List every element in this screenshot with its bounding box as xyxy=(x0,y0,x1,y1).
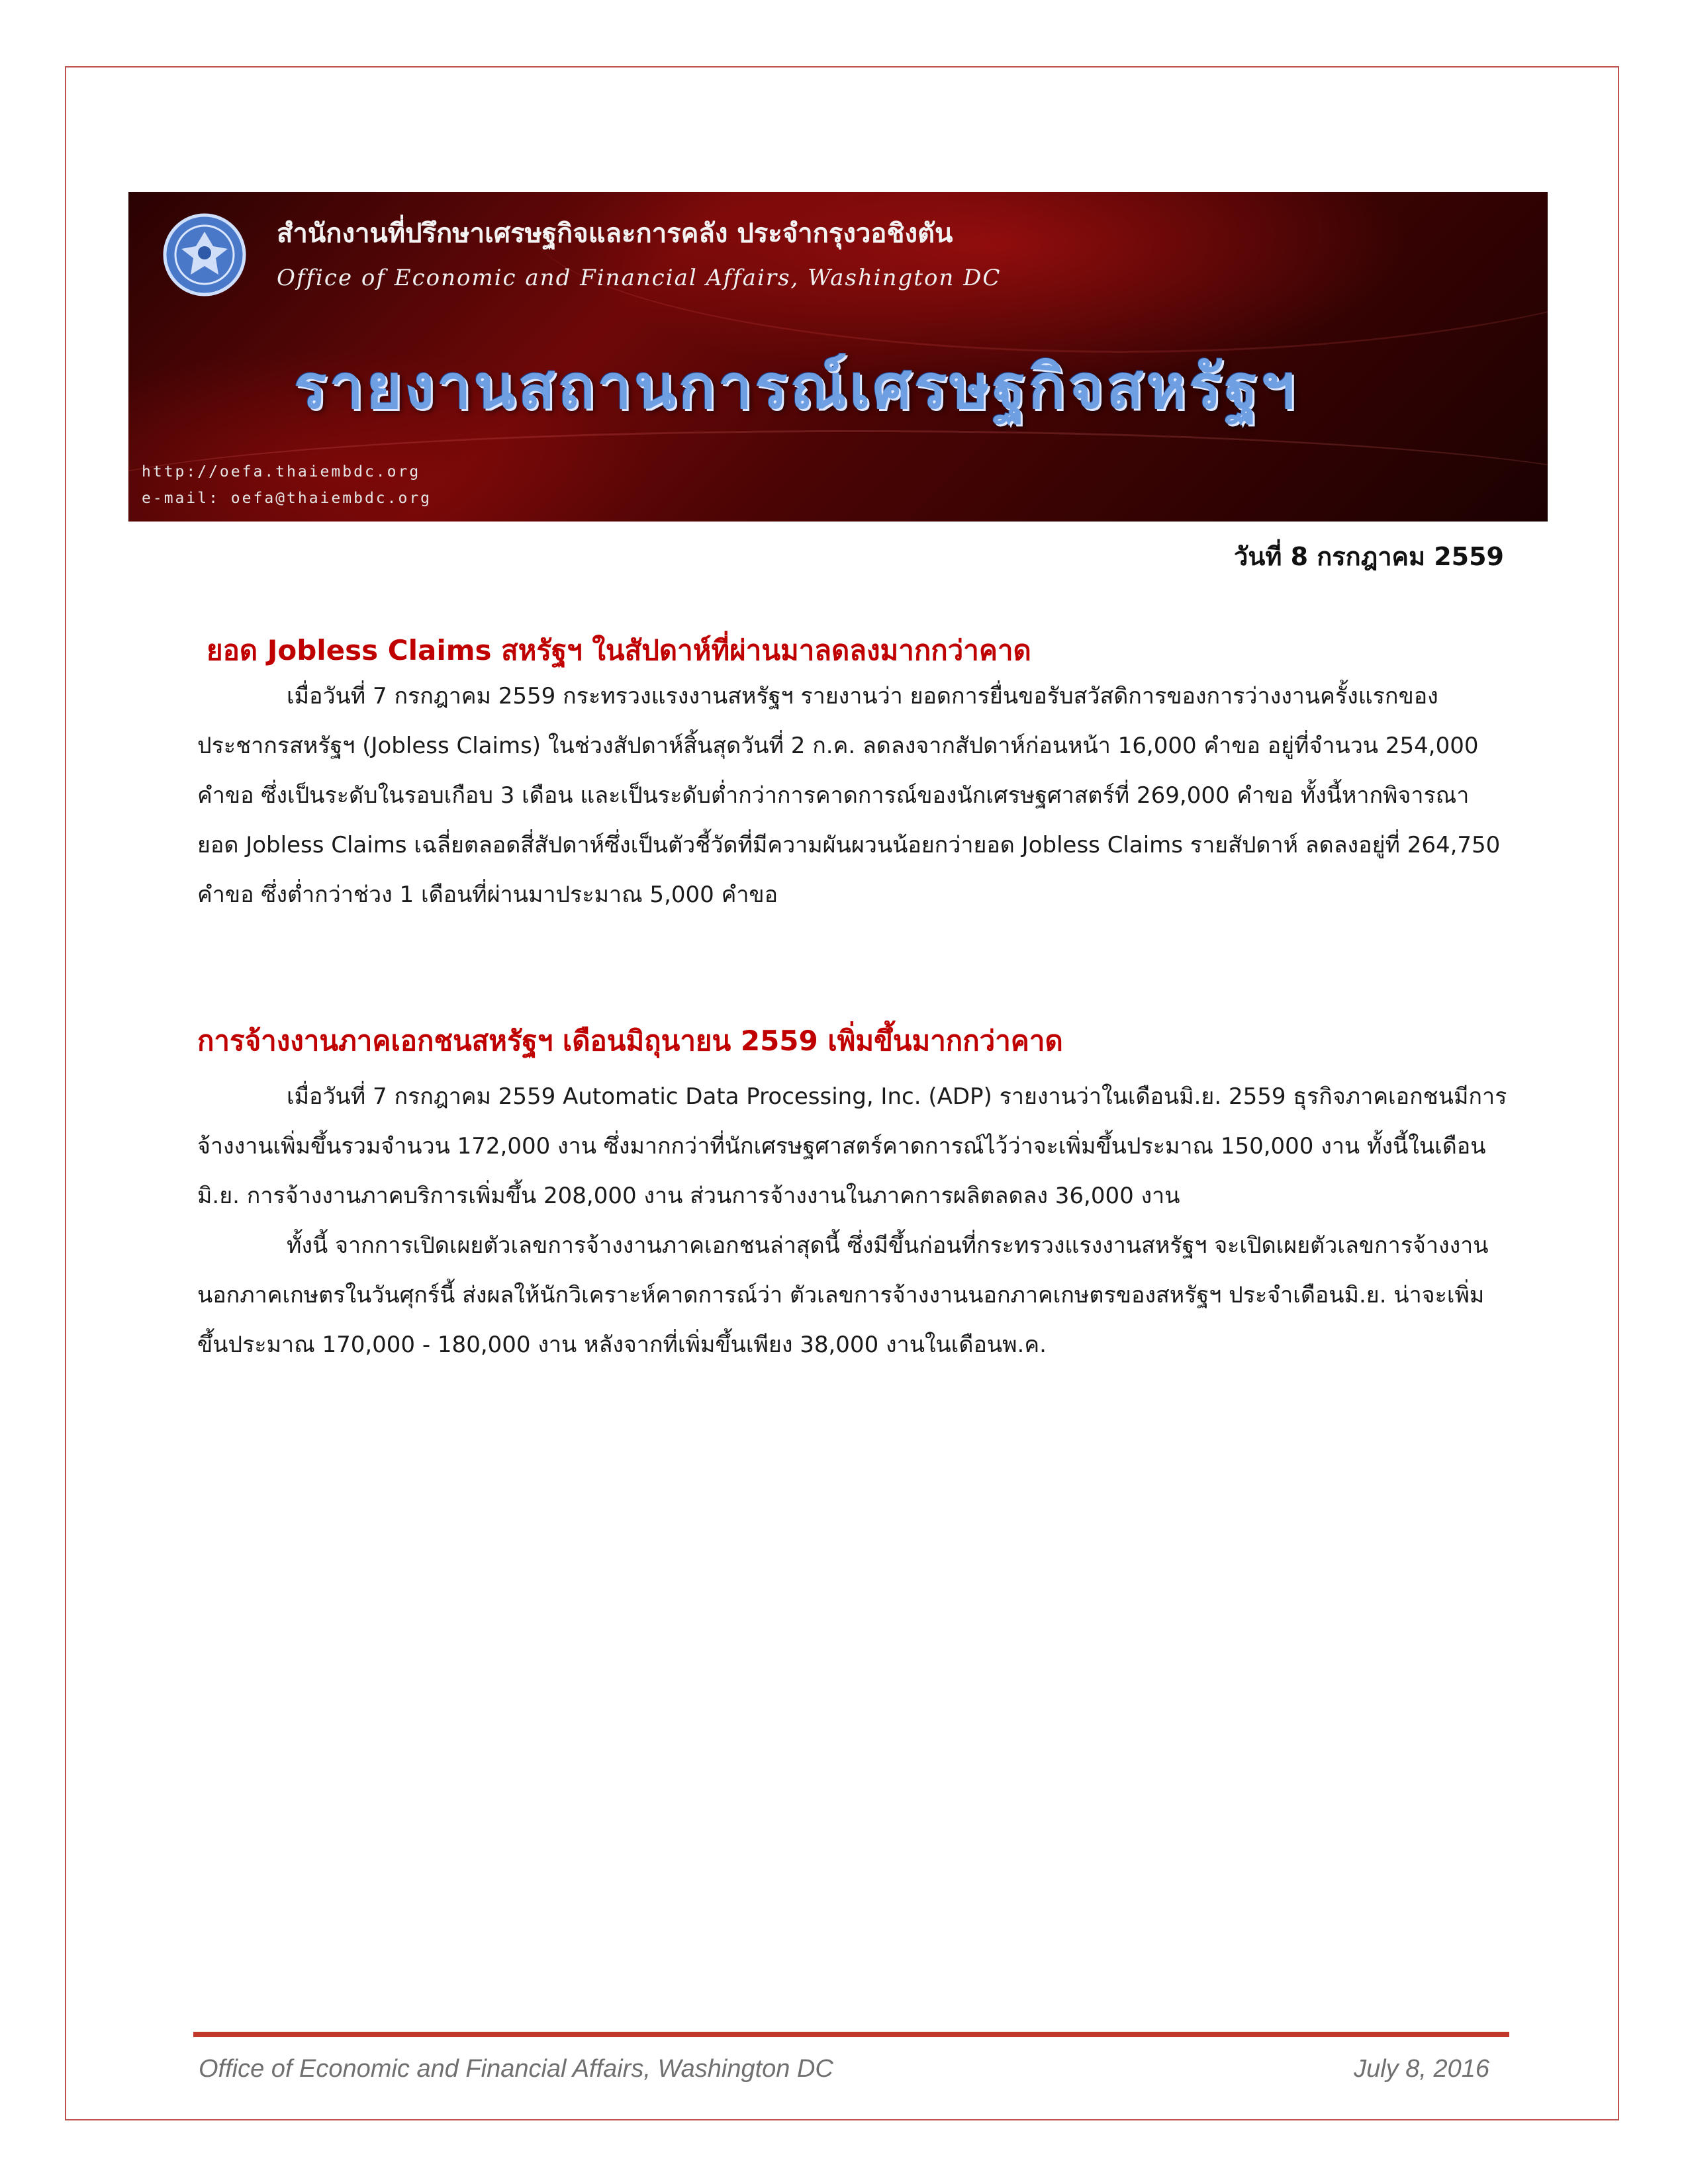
section-heading-jobless-claims: ยอด Jobless Claims สหรัฐฯ ในสัปดาห์ที่ผ่านมาลดลงมากกว่าคาด xyxy=(207,634,1031,666)
section-heading-private-employment: การจ้างงานภาคเอกชนสหรัฐฯ เดือนมิถุนายน 2559 เพิ่มขึ้นมากกว่าคาด xyxy=(197,1024,1063,1057)
org-name-thai: สำนักงานที่ปรึกษาเศรษฐกิจและการคลัง ประจำกรุงวอชิงตัน xyxy=(277,218,953,249)
header-banner xyxy=(128,192,1548,522)
org-name-english: Office of Economic and Financial Affairs, Washington DC xyxy=(277,265,1002,291)
paragraph: ทั้งนี้ จากการเปิดเผยตัวเลขการจ้างงานภาคเอกชนล่าสุดนี้ ซึ่งมีขึ้นก่อนที่กระทรวงแรงงานสหรัฐฯ จะเปิดเผยตัวเลขการจ้างงานนอกภาคเกษตรในวันศุกร์นี้ ส่งผลให้นักวิเคราะห์คาดการณ์ว่า ตัวเลขการจ้างงานนอกภาคเกษตรของสหรัฐฯ ประจำเดือนมิ.ย. น่าจะเพิ่มขึ้นประมาณ 170,000 - 180,000 งาน หลังจากที่เพิ่มขึ้นเพียง 38,000 งานในเดือนพ.ค. xyxy=(197,1232,1489,1358)
section-body-jobless-claims xyxy=(197,672,1508,920)
footer-date: July 8, 2016 xyxy=(1354,2055,1489,2083)
garuda-seal-icon xyxy=(162,212,248,298)
report-date: วันที่ 8 กรกฎาคม 2559 xyxy=(1234,542,1504,571)
footer-org: Office of Economic and Financial Affairs, Washington DC xyxy=(199,2055,833,2083)
footer-divider xyxy=(193,2032,1509,2037)
paragraph: เมื่อวันที่ 7 กรกฎาคม 2559 Automatic Data Processing, Inc. (ADP) รายงานว่าในเดือนมิ.ย. 2559 ธุรกิจภาคเอกชนมีการจ้างงานเพิ่มขึ้นรวมจำนวน 172,000 งาน ซึ่งมากกว่าที่นักเศรษฐศาสตร์คาดการณ์ไว้ว่าจะเพิ่มขึ้นประมาณ 150,000 งาน ทั้งนี้ในเดือนมิ.ย. การจ้างงานภาคบริการเพิ่มขึ้น 208,000 งาน ส่วนการจ้างงานในภาคการผลิตลดลง 36,000 งาน xyxy=(197,1083,1507,1209)
paragraph: เมื่อวันที่ 7 กรกฎาคม 2559 กระทรวงแรงงานสหรัฐฯ รายงานว่า ยอดการยื่นขอรับสวัสดิการของการว่างงานครั้งแรกของประชากรสหรัฐฯ (Jobless Claims) ในช่วงสัปดาห์สิ้นสุดวันที่ 2 ก.ค. ลดลงจากสัปดาห์ก่อนหน้า 16,000 คำขอ อยู่ที่จำนวน 254,000 คำขอ ซึ่งเป็นระดับในรอบเกือบ 3 เดือน และเป็นระดับต่ำกว่าการคาดการณ์ของนักเศรษฐศาสตร์ที่ 269,000 คำขอ ทั้งนี้หากพิจารณายอด Jobless Claims เฉลี่ยตลอดสี่สัปดาห์ซึ่งเป็นตัวชี้วัดที่มีความผันผวนน้อยกว่ายอด Jobless Claims รายสัปดาห์ ลดลงอยู่ที่ 264,750 คำขอ ซึ่งต่ำกว่าช่วง 1 เดือนที่ผ่านมาประมาณ 5,000 คำขอ xyxy=(197,683,1501,908)
report-title: รายงานสถานการณ์เศรษฐกิจสหรัฐฯ xyxy=(294,351,1297,422)
website-link[interactable]: http://oefa.thaiembdc.org xyxy=(142,463,421,480)
section-body-private-employment xyxy=(197,1072,1508,1370)
email-link[interactable]: e-mail: oefa@thaiembdc.org xyxy=(142,490,432,507)
